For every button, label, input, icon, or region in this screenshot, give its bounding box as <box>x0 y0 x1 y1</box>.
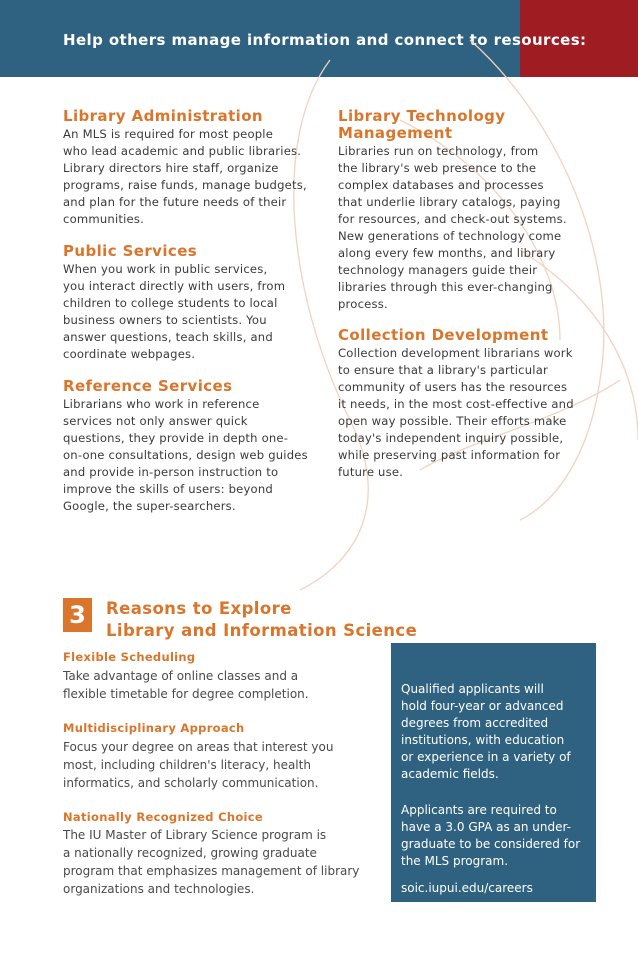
heading-library-administration: Library Administration <box>63 107 264 125</box>
reason-text-multidisciplinary: Focus your degree on areas that interest you most, including children's literacy, health informatics, and scholarly communication. <box>63 740 334 790</box>
page-title: Help others manage information and connect to resources: <box>63 31 587 49</box>
reasons-number-badge: 3 <box>63 598 92 632</box>
heading-library-technology-management: Library Technology Management <box>338 107 506 142</box>
heading-reference-services: Reference Services <box>63 377 233 395</box>
text-collection-development: Collection development librarians work to ensure that a library's particular community of users has the resources it needs, in the most cost-effective and open way possible. Their efforts make today's independent inquiry possible, while preserving past information for future use. <box>338 346 574 479</box>
reason-heading-multidisciplinary: Multidisciplinary Approach <box>63 721 245 735</box>
heading-public-services: Public Services <box>63 242 198 260</box>
careers-link[interactable]: soic.iupui.edu/careers <box>401 881 533 895</box>
reason-heading-flexible-scheduling: Flexible Scheduling <box>63 650 196 664</box>
reason-text-nationally-recognized: The IU Master of Library Science program is a nationally recognized, growing graduate program that emphasizes management of library organizations and technologies. <box>63 828 360 896</box>
text-library-technology-management: Libraries run on technology, from the library's web presence to the complex databases and processes that underlie library catalogs, paying for resources, and check-out systems. New generations of technology come along every few months, and library technology managers guide their libraries through this ever-changing process. <box>338 144 567 311</box>
info-gpa-requirement: Applicants are required to have a 3.0 GPA as an under- graduate to be considered for the MLS program. <box>401 803 581 868</box>
text-reference-services: Librarians who work in reference services not only answer quick questions, they provide in depth one- on-one consultations, design web guides and provide in-person instruction to improve the skills of users: beyond Google, the super-searchers. <box>63 397 308 513</box>
text-library-administration: An MLS is required for most people who lead academic and public libraries. Library directors hire staff, organize programs, raise funds, manage budgets, and plan for the future needs of their communities. <box>63 127 307 226</box>
reason-text-flexible-scheduling: Take advantage of online classes and a flexible timetable for degree completion. <box>63 669 309 701</box>
reasons-section-title: Reasons to Explore Library and Information Science <box>106 599 418 640</box>
text-public-services: When you work in public services, you interact directly with users, from children to college students to local business owners to scientists. You answer questions, teach skills, and coordinate webpages. <box>63 262 286 361</box>
info-qualified-applicants: Qualified applicants will hold four-year or advanced degrees from accredited institutions, with education or experience in a variety of academic fields. <box>401 682 571 781</box>
reason-heading-nationally-recognized: Nationally Recognized Choice <box>63 810 264 824</box>
heading-collection-development: Collection Development <box>338 326 549 344</box>
